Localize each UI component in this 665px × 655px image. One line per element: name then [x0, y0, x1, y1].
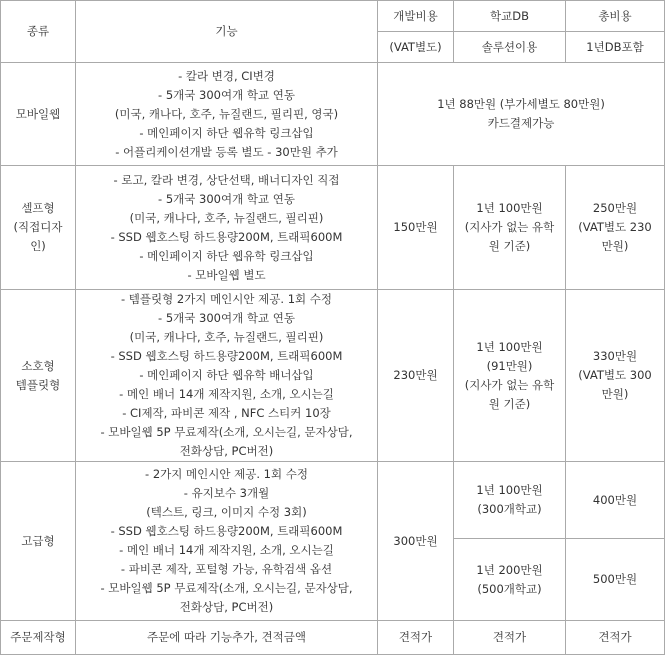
type-line: 소호형	[21, 358, 55, 373]
db-line: (지사가 없는 유학	[464, 377, 555, 392]
row-custom	[1, 621, 665, 655]
header-type: 종류	[1, 1, 76, 63]
features-cell	[76, 166, 378, 290]
price-line: 카드결제가능	[487, 116, 555, 130]
total-cell: 400만원	[566, 462, 665, 539]
total-cell: 500만원	[566, 539, 665, 621]
feature-line: - SSD 웹호스팅 하드용량200M, 트래픽600M	[110, 229, 343, 244]
dev-cost-cell: 150만원	[378, 166, 454, 290]
total-cell	[566, 166, 665, 290]
type-cell: 주문제작형	[1, 621, 76, 655]
feature-line: (미국, 캐나다, 호주, 뉴질랜드, 필리핀)	[129, 330, 324, 344]
type-cell: 모바일웹	[1, 63, 76, 166]
header-feature: 기능	[76, 1, 378, 63]
db-line: (91만원)	[486, 358, 533, 373]
feature-line: 전화상담, PC버전)	[179, 444, 274, 458]
db-line: 원 기준)	[488, 396, 531, 411]
feature-line: - 모바일웹 5P 무료제작(소개, 오시는길, 문자상담,	[100, 425, 353, 439]
dev-cost-cell: 300만원	[378, 462, 454, 621]
row-premium-a	[1, 462, 665, 539]
school-db-cell	[454, 290, 566, 462]
feature-line: - 메인페이지 하단 웹유학 링크삽입	[139, 248, 314, 263]
row-mobile	[1, 63, 665, 166]
feature-line: - 메인페이지 하단 웹유학 배너삽입	[139, 368, 314, 382]
db-line: 1년 100만원	[476, 483, 543, 497]
db-line: (300개학교)	[477, 502, 542, 516]
features-cell	[76, 462, 378, 621]
feature-line: (미국, 캐나다, 호주, 뉴질랜드, 필리핀)	[129, 210, 324, 225]
feature-line: - 메인페이지 하단 웹유학 링크삽입	[139, 125, 314, 140]
feature-line: (미국, 캐나다, 호주, 뉴질랜드, 필리핀, 영국)	[114, 106, 339, 121]
total-line: 만원)	[601, 387, 629, 401]
feature-line: - 파비콘 제작, 포털형 가능, 유학검색 옵션	[120, 562, 333, 576]
total-cell	[566, 290, 665, 462]
feature-line: (텍스트, 링크, 이미지 수정 3회)	[146, 505, 307, 519]
total-line: (VAT별도 300	[578, 368, 652, 382]
feature-line: - 유지보수 3개월	[183, 486, 270, 500]
feature-line: 전화상담, PC버전)	[179, 600, 274, 614]
price-line: 1년 88만원 (부가세별도 80만원)	[437, 97, 605, 111]
features-cell: 주문에 따라 기능추가, 견적금액	[76, 621, 378, 655]
header-row-1	[1, 1, 665, 32]
price-cell	[378, 63, 665, 166]
features-cell	[76, 290, 378, 462]
db-line: (500개학교)	[477, 581, 542, 596]
type-cell: 고급형	[1, 462, 76, 621]
header-total: 총비용	[566, 1, 665, 32]
dev-cost-cell: 견적가	[378, 621, 454, 655]
feature-line: - 메인 배너 14개 제작지원, 소개, 오시는길	[119, 543, 334, 557]
feature-line: - 2가지 메인시안 제공. 1회 수정	[145, 467, 308, 481]
header-school-db: 학교DB	[454, 1, 566, 32]
feature-line: - CI제작, 파비콘 제작 , NFC 스티커 10장	[122, 406, 331, 420]
feature-line: - 어플리케이션개발 등록 별도 - 30만원 추가	[115, 144, 338, 159]
feature-line: - 모바일웹 5P 무료제작(소개, 오시는길, 문자상담,	[100, 581, 353, 595]
type-line: 셀프형	[21, 201, 55, 215]
header-dev-cost-sub: (VAT별도)	[378, 32, 454, 63]
school-db-cell	[454, 539, 566, 621]
feature-line: - 템플릿형 2가지 메인시안 제공. 1회 수정	[120, 292, 332, 306]
feature-line: - 칼라 변경, CI변경	[178, 68, 275, 83]
total-cell: 견적가	[566, 621, 665, 655]
feature-line: - 로고, 칼라 변경, 상단선택, 배너디자인 직접	[113, 172, 340, 187]
feature-line: - 모바일웹 별도	[187, 267, 266, 282]
type-line: (직접디자	[13, 220, 63, 234]
db-line: (지사가 없는 유학	[464, 220, 555, 234]
header-total-sub: 1년DB포함	[566, 32, 665, 63]
total-line: 250만원	[592, 201, 638, 215]
feature-line: - 5개국 300여개 학교 연동	[158, 311, 295, 325]
type-cell	[1, 290, 76, 462]
row-self	[1, 166, 665, 290]
db-line: 원 기준)	[488, 239, 531, 253]
type-line: 인)	[30, 239, 46, 253]
school-db-cell	[454, 166, 566, 290]
type-cell	[1, 166, 76, 290]
feature-line: - SSD 웹호스팅 하드용량200M, 트래픽600M	[110, 524, 343, 538]
total-line: (VAT별도 230	[578, 220, 652, 234]
type-line: 템플릿형	[15, 377, 61, 392]
features-cell	[76, 63, 378, 166]
dev-cost-cell: 230만원	[378, 290, 454, 462]
feature-line: - 5개국 300여개 학교 연동	[158, 191, 295, 206]
feature-line: - 5개국 300여개 학교 연동	[158, 87, 295, 102]
db-line: 1년 100만원	[476, 201, 543, 215]
header-school-db-sub: 솔루션이용	[454, 32, 566, 63]
db-line: 1년 100만원	[476, 339, 543, 354]
school-db-cell: 견적가	[454, 621, 566, 655]
total-line: 330만원	[592, 349, 638, 363]
total-line: 만원)	[601, 239, 629, 253]
feature-line: - 메인 배너 14개 제작지원, 소개, 오시는길	[119, 387, 334, 401]
header-dev-cost: 개발비용	[378, 1, 454, 32]
school-db-cell	[454, 462, 566, 539]
row-small-business	[1, 290, 665, 462]
db-line: 1년 200만원	[476, 562, 543, 577]
feature-line: - SSD 웹호스팅 하드용량200M, 트래픽600M	[110, 349, 343, 363]
